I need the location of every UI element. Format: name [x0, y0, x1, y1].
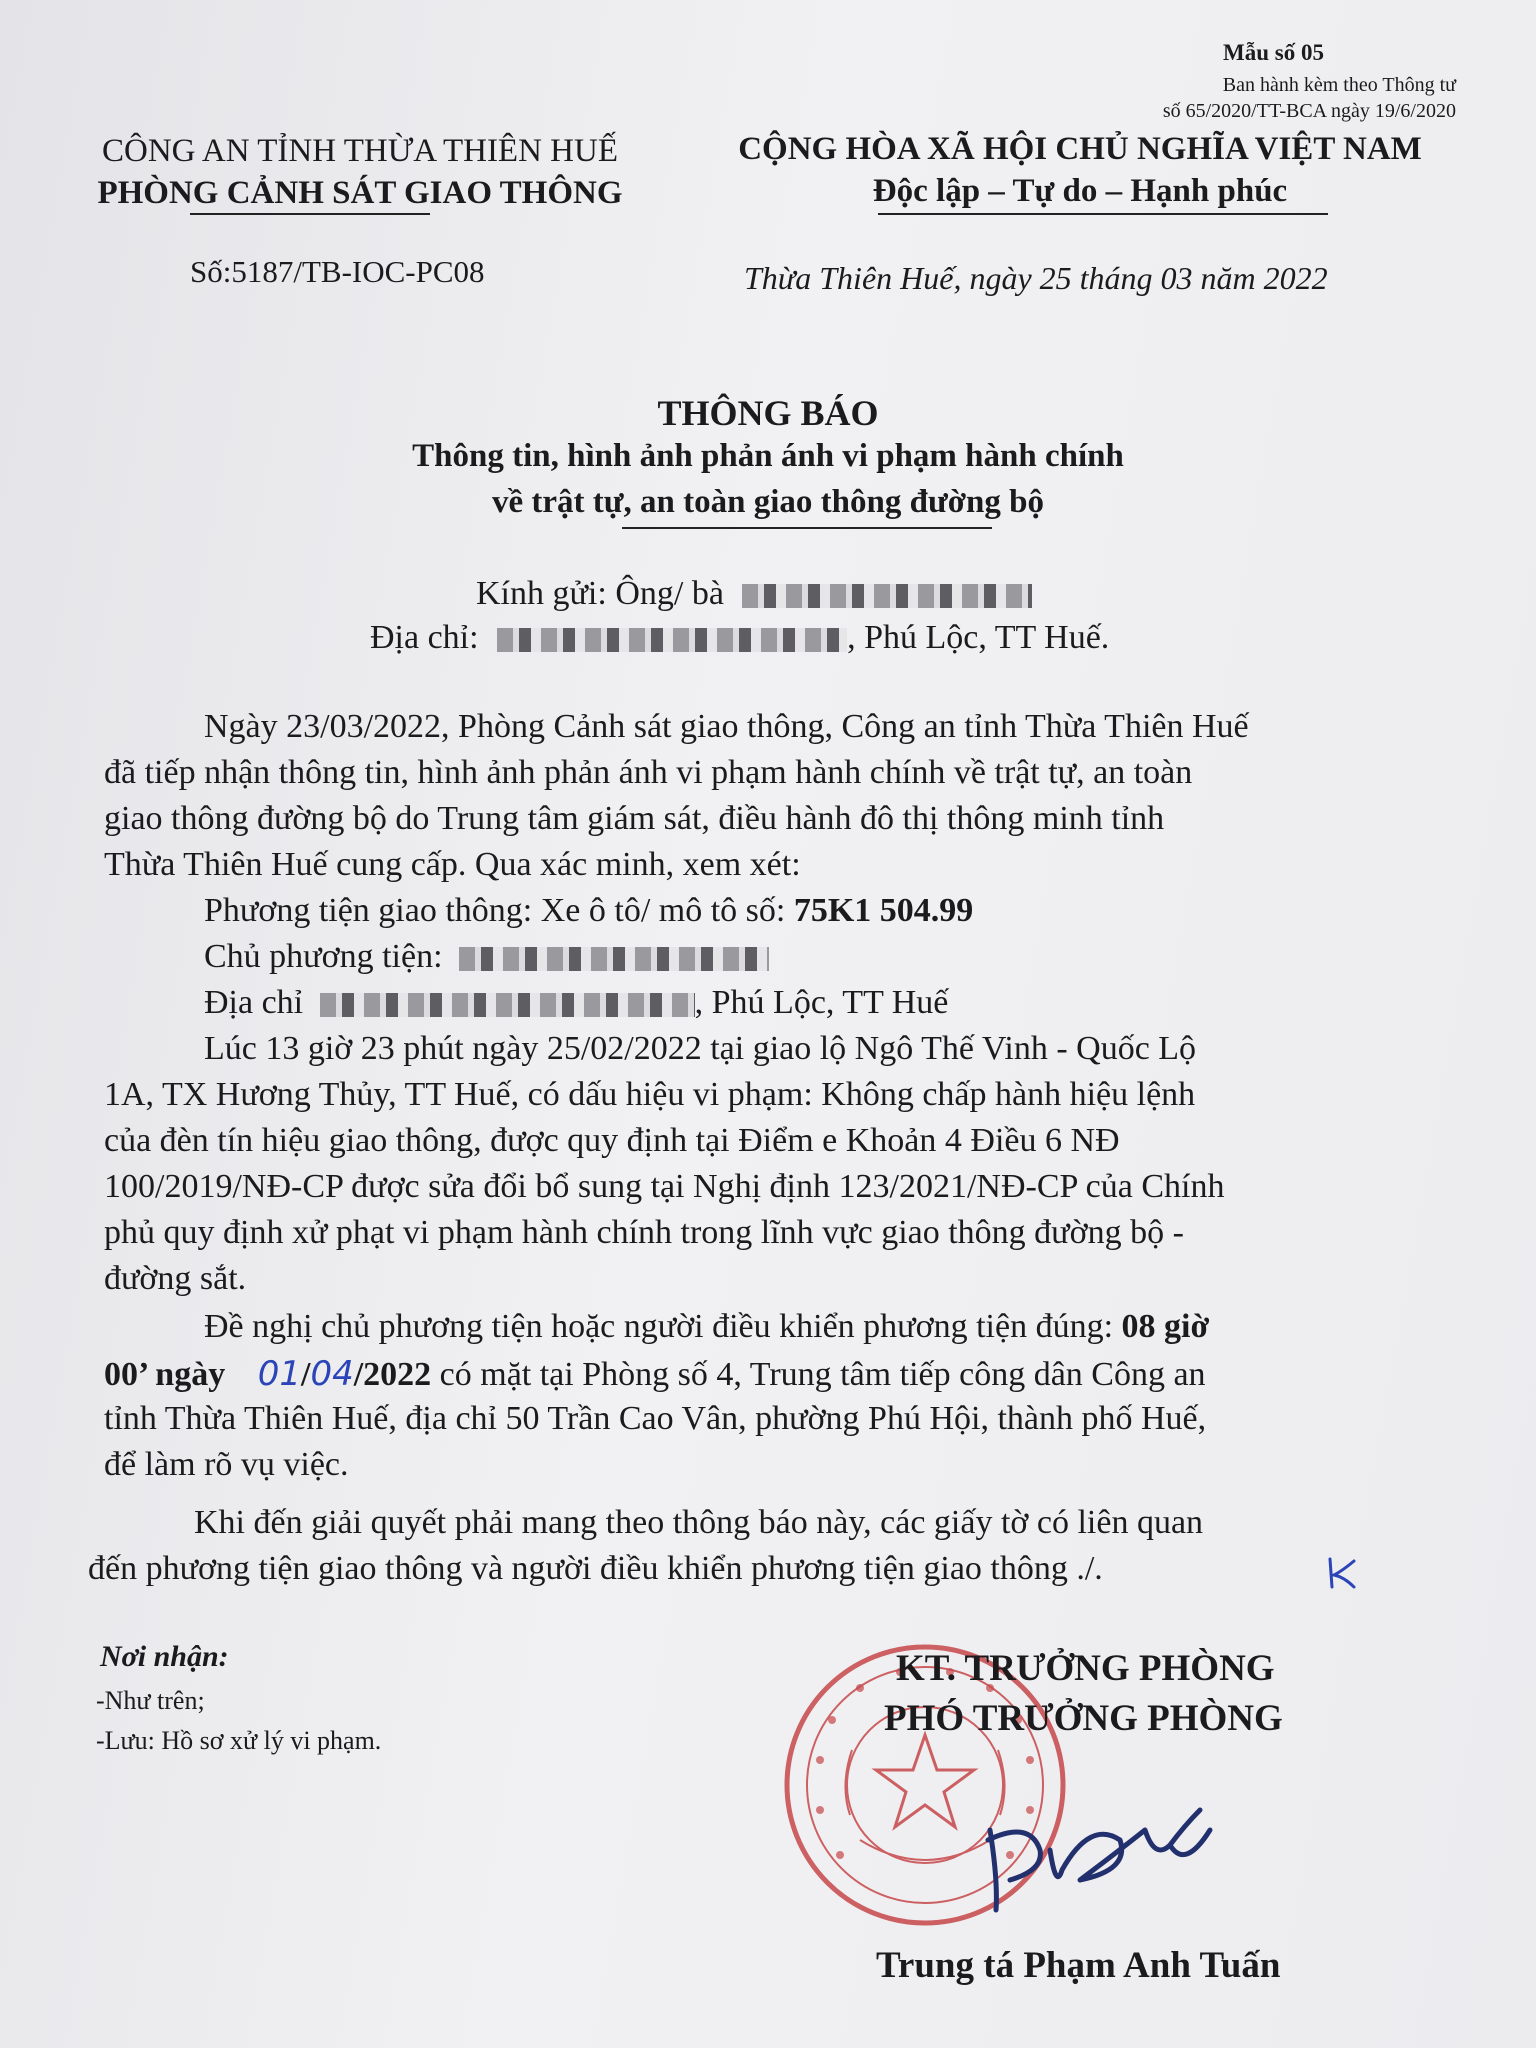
agency-header — [60, 130, 660, 214]
appointment-request: Đề nghị chủ phương tiện hoặc người điều khiển phương tiện đúng: — [204, 1308, 1114, 1345]
date-separator: / — [300, 1356, 311, 1393]
paragraph-3-line-3: tỉnh Thừa Thiên Huế, địa chỉ 50 Trần Cao Vân, phường Phú Hội, thành phố Huế, — [104, 1400, 1207, 1437]
paragraph-2-line-3: của đèn tín hiệu giao thông, được quy định tại Điểm e Khoản 4 Điều 6 NĐ — [104, 1122, 1120, 1159]
redacted-owner-address — [320, 993, 695, 1017]
paragraph-3-line-1 — [204, 1308, 1209, 1346]
document-subtitle-1: Thông tin, hình ảnh phản ánh vi phạm hành chính — [412, 438, 1124, 474]
paragraph-4-line-1: Khi đến giải quyết phải mang theo thông báo này, các giấy tờ có liên quan — [194, 1504, 1204, 1541]
recipient-address-line — [370, 619, 1109, 657]
paragraph-2-line-1: Lúc 13 giờ 23 phút ngày 25/02/2022 tại giao lộ Ngô Thế Vinh - Quốc Lộ — [204, 1030, 1197, 1067]
vehicle-line — [204, 892, 973, 930]
paragraph-1-line-1: Ngày 23/03/2022, Phòng Cảnh sát giao thông, Công an tỉnh Thừa Thiên Huế — [204, 708, 1249, 745]
signer-name: Trung tá Phạm Anh Tuấn — [876, 1945, 1281, 1986]
recipient-address-label: Địa chỉ: — [370, 619, 479, 656]
appointment-minute: 00’ ngày — [104, 1356, 226, 1393]
paragraph-1-line-2: đã tiếp nhận thông tin, hình ảnh phản ánh vi phạm hành chính về trật tự, an toàn — [104, 754, 1193, 791]
owner-address-label: Địa chỉ — [204, 984, 304, 1021]
signature-title-line-1: KT. TRƯỞNG PHÒNG — [896, 1648, 1275, 1689]
receiver-item-1: -Như trên; — [96, 1686, 205, 1715]
redacted-owner — [459, 947, 769, 971]
paragraph-2-line-2: 1A, TX Hương Thủy, TT Huế, có dấu hiệu vi phạm: Không chấp hành hiệu lệnh — [104, 1076, 1196, 1113]
motto: Độc lập – Tự do – Hạnh phúc — [872, 173, 1288, 209]
paragraph-2-line-4: 100/2019/NĐ-CP được sửa đổi bổ sung tại Nghị định 123/2021/NĐ-CP của Chính — [104, 1168, 1225, 1205]
recipient-line — [476, 575, 1032, 613]
title-underline — [622, 527, 992, 529]
document-number: Số:5187/TB-IOC-PC08 — [190, 254, 485, 289]
paragraph-1-line-3: giao thông đường bộ do Trung tâm giám sát, điều hành đô thị thông minh tỉnh — [104, 800, 1165, 837]
signature-title-line-2: PHÓ TRƯỞNG PHÒNG — [884, 1698, 1283, 1739]
owner-label: Chủ phương tiện: — [204, 938, 443, 975]
appointment-location: có mặt tại Phòng số 4, Trung tâm tiếp công dân Công an — [439, 1356, 1206, 1393]
owner-address-line — [204, 984, 948, 1022]
header-left-underline — [190, 213, 430, 215]
department-name: PHÒNG CẢNH SÁT GIAO THÔNG — [97, 175, 623, 211]
document-date: Thừa Thiên Huế, ngày 25 tháng 03 năm 2022 — [744, 260, 1328, 296]
paragraph-2-line-6: đường sắt. — [104, 1260, 247, 1297]
redacted-address — [497, 628, 847, 652]
owner-line — [204, 938, 769, 976]
receiver-item-2: -Lưu: Hồ sơ xử lý vi phạm. — [96, 1726, 382, 1755]
paragraph-3-line-4: để làm rõ vụ việc. — [104, 1446, 349, 1483]
vehicle-label: Phương tiện giao thông: Xe ô tô/ mô tô số: — [204, 892, 786, 929]
recipient-address-suffix: , Phú Lộc, TT Huế. — [847, 619, 1110, 656]
appointment-hour: 08 giờ — [1121, 1308, 1210, 1345]
paragraph-2-line-5: phủ quy định xử phạt vi phạm hành chính trong lĩnh vực giao thông đường bộ - — [104, 1214, 1184, 1251]
paragraph-4-line-2: đến phương tiện giao thông và người điều khiển phương tiện giao thông ./. — [88, 1550, 1103, 1587]
agency-name: CÔNG AN TỈNH THỪA THIÊN HUẾ — [101, 133, 618, 169]
recipient-salutation: Kính gửi: Ông/ bà — [476, 575, 724, 612]
paragraph-1-line-4: Thừa Thiên Huế cung cấp. Qua xác minh, xem xét: — [104, 846, 801, 883]
nation-name: CỘNG HÒA XÃ HỘI CHỦ NGHĨA VIỆT NAM — [738, 131, 1422, 167]
header-right-underline — [878, 213, 1328, 215]
document-subtitle-2: về trật tự, an toàn giao thông đường bộ — [491, 484, 1044, 520]
receivers-title: Nơi nhận: — [100, 1640, 229, 1673]
owner-address-suffix: , Phú Lộc, TT Huế — [694, 984, 949, 1021]
paragraph-3-line-2 — [104, 1354, 1206, 1394]
redacted-name — [742, 584, 1032, 608]
document-title: THÔNG BÁO — [657, 393, 879, 433]
national-header — [690, 128, 1470, 212]
form-issued-line1: Ban hành kèm theo Thông tư — [1222, 74, 1456, 96]
handwritten-month: 04 — [310, 1354, 354, 1394]
handwritten-tick-mark — [1324, 1555, 1358, 1591]
appointment-year: /2022 — [353, 1356, 432, 1393]
handwritten-day: 01 — [257, 1354, 301, 1394]
form-number: Mẫu số 05 — [1223, 40, 1324, 65]
license-plate: 75K1 504.99 — [793, 892, 974, 929]
handwritten-signature — [970, 1790, 1250, 1920]
form-issued-line2: số 65/2020/TT-BCA ngày 19/6/2020 — [1162, 100, 1456, 122]
